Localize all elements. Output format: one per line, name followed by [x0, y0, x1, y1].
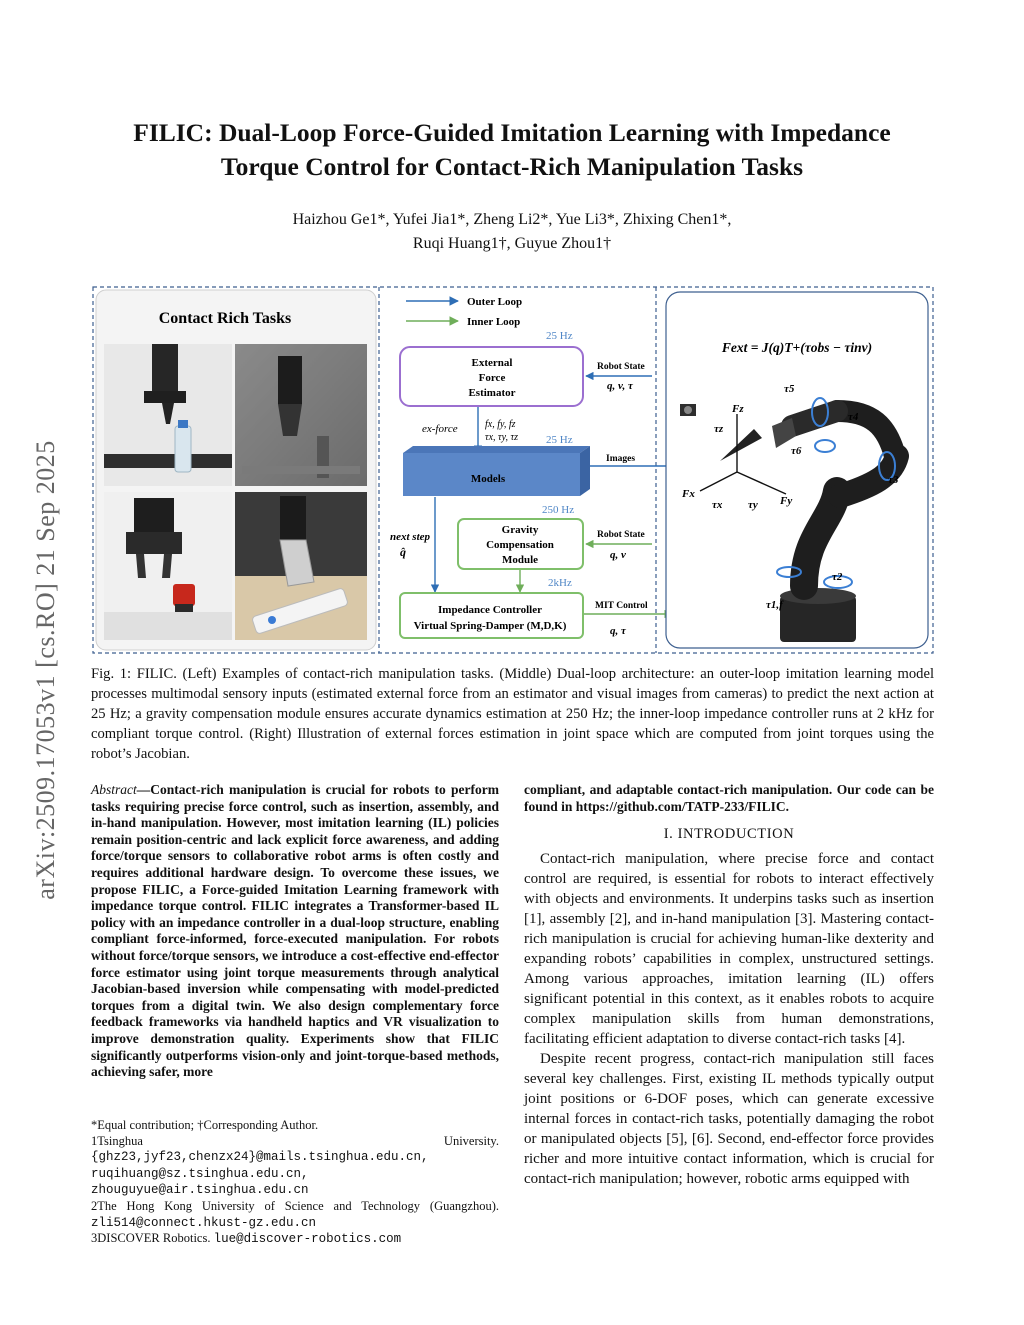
label-tau6: τ6	[791, 445, 802, 457]
ex-force-label: ex-force	[422, 423, 458, 435]
title-line-2: Torque Control for Contact-Rich Manipulation Tasks	[220, 152, 804, 181]
footnote-hkust	[91, 1199, 499, 1231]
hkust-affiliation: 2The Hong Kong University of Science and Technology (Guangzhou).	[91, 1198, 499, 1213]
estimator-line-2: Force	[478, 372, 506, 384]
introduction-body	[524, 849, 934, 1189]
label-tau3: τ3	[888, 474, 899, 486]
next-step-label: next step	[390, 531, 431, 543]
photo-plug-insertion	[235, 344, 367, 486]
robot-state-2-label: Robot State	[597, 530, 645, 540]
label-tau-x: τx	[712, 499, 723, 511]
torque-components: τx, τy, τz	[485, 432, 518, 443]
footnote-discover	[91, 1231, 499, 1248]
arxiv-id: arXiv:2509.17053v1 [cs.RO] 21 Sep 2025	[31, 440, 60, 900]
impedance-line-1: Impedance Controller	[438, 604, 542, 616]
estimator-line-3: Estimator	[468, 387, 516, 399]
jacobian-equation: Fext = J(q)T+(τobs − τinv)	[721, 340, 873, 355]
section-heading-introduction: I. INTRODUCTION	[663, 826, 795, 842]
discover-affiliation: 3DISCOVER Robotics.	[91, 1231, 211, 1246]
intro-paragraph-1: Contact-rich manipulation, where precise force and contact control are required, is essential for robots to interact effectively with objects and environments. It underpins tasks such as insertion [1], assembly [2], and in-hand manipulation [3]. Mastering contact-rich manipulation is crucial for achieving human-like dexterity and expanding robots’ capabilities in complex, unstructured settings. Among various approaches, imitation learning (IL) offers significant potential in this context, as it enables robots to acquire complex manipulation skills from human demonstrations, facilitating efficient adaptation to diverse contact-rich tasks [4].	[524, 851, 934, 1047]
images-label: Images	[606, 454, 636, 464]
photo-peg-assembly	[104, 492, 232, 640]
authors-line-2: Ruqi Huang1†, Guyue Zhou1†	[412, 235, 612, 252]
force-components: fx, fy, fz	[485, 419, 516, 430]
gravity-line-2: Compensation	[486, 539, 554, 551]
gravity-line-3: Module	[501, 554, 539, 566]
figure-caption: Fig. 1: FILIC. (Left) Examples of contact-rich manipulation tasks. (Middle) Dual-loop architecture: an outer-loop imitation learning model processes multimodal sensory inputs (estimated external force from an estimator and visual images from cameras) to predict the next action at 25 Hz; a gravity compensation module ensures accurate dynamics estimation at 250 Hz; the inner-loop impedance controller runs at 2 kHz for compliant torque control. (Right) Illustration of external forces estimation in joint space which are computed from joint torques using the robot’s Jacobian.	[91, 666, 934, 762]
footnote-equal-contribution: *Equal contribution; †Corresponding Author.	[91, 1118, 319, 1132]
abstract-label: Abstract	[91, 782, 137, 797]
estimator-line-1: External	[471, 357, 513, 369]
label-tau2: τ2	[832, 571, 843, 583]
paper-title	[80, 116, 944, 184]
freq-gravity: 250 Hz	[542, 504, 575, 516]
legend-inner-label: Inner Loop	[467, 316, 521, 328]
impedance-line-2: Virtual Spring-Damper (M,D,K)	[413, 620, 567, 632]
arxiv-sidebar-stamp	[20, 370, 72, 970]
title-line-1: FILIC: Dual-Loop Force-Guided Imitation Learning with Impedance	[133, 118, 891, 147]
photo-charger-plugging	[235, 492, 367, 640]
tsinghua-emails[interactable]: {ghz23,jyf23,chenzx24}@mails.tsinghua.edu.cn, ruqihuang@sz.tsinghua.edu.cn, zhouguyue@air.tsinghua.edu.cn	[91, 1150, 429, 1198]
intro-paragraph-2: Despite recent progress, contact-rich manipulation still faces several key challenges. First, existing IL methods typically output joint positions or 6-DOF poses, which can generate excessive internal forces in contact-rich tasks, potentially damaging the robot or manipulated objects [5], [6]. Second, end-effector force provides richer and more intuitive contact information, which is crucial for contact-rich manipulation; however, robotic arms equipped with	[524, 1051, 934, 1187]
abstract	[91, 782, 499, 1081]
label-tau1: τ1,f	[766, 599, 783, 611]
left-panel-title: Contact Rich Tasks	[158, 310, 292, 327]
gravity-line-1: Gravity	[501, 524, 539, 536]
hkust-email[interactable]: zli514@connect.hkust-gz.edu.cn	[91, 1215, 317, 1230]
author-list	[80, 208, 944, 256]
tsinghua-affiliation: 1Tsinghua University.	[91, 1133, 499, 1148]
footnotes	[91, 1118, 499, 1248]
robot-state-2-values: q, v	[610, 549, 626, 561]
mit-control-label: MIT Control	[595, 601, 648, 611]
abstract-continued: compliant, and adaptable contact-rich manipulation. Our code can be found in https://github.com/TATP-233/FILIC.	[524, 782, 934, 814]
abstract-text: —Contact-rich manipulation is crucial for robots to perform tasks requiring precise force control, such as insertion, assembly, and in-hand manipulation. However, most imitation learning (IL) policies remain position-centric and lack explicit force awareness, and adding force/torque sensors to collaborative robot arms is often costly and requires additional hardware design. To overcome these issues, we propose FILIC, a Force-guided Imitation Learning framework with impedance torque control. FILIC integrates a Transformer-based IL policy with an impedance controller in a dual-loop structure, enabling compliant force-informed, force-executed manipulation. For robots without force/torque sensors, we introduce a cost-effective end-effector force estimator using joint torque measurements through analytical Jacobian-based inversion while compensating with model-predicted torques from a digital twin. We also design complementary force feedback frameworks via handheld haptics and VR visualization to improve demonstration quality. Experiments show that FILIC significantly outperforms vision-only and joint-torque-based methods, achieving safer, more	[91, 782, 499, 1080]
models-box	[403, 446, 590, 496]
figure-1	[92, 286, 934, 654]
footnote-tsinghua	[91, 1134, 499, 1199]
discover-email[interactable]: lue@discover-robotics.com	[213, 1232, 402, 1247]
label-tau4: τ4	[848, 411, 859, 423]
label-tau-z: τz	[714, 423, 724, 435]
authors-line-1: Haizhou Ge1*, Yufei Jia1*, Zheng Li2*, Yue Li3*, Zhixing Chen1*,	[292, 211, 732, 228]
mit-values: q, τ	[610, 625, 626, 637]
freq-estimator: 25 Hz	[546, 330, 573, 342]
q-hat-label: q̂	[400, 545, 406, 559]
robot-state-1-values: q, v, τ	[607, 380, 633, 392]
label-tau-y: τy	[748, 499, 758, 511]
freq-impedance: 2kHz	[548, 577, 572, 589]
photo-bottle-insertion	[104, 344, 232, 486]
label-Fy: Fy	[780, 495, 793, 507]
robot-state-1-label: Robot State	[597, 362, 645, 372]
label-tau5: τ5	[784, 383, 795, 395]
models-label: Models	[470, 473, 506, 485]
label-Fz: Fz	[732, 403, 744, 415]
freq-models: 25 Hz	[546, 434, 573, 446]
legend-outer-label: Outer Loop	[467, 296, 523, 308]
label-Fx: Fx	[682, 488, 695, 500]
